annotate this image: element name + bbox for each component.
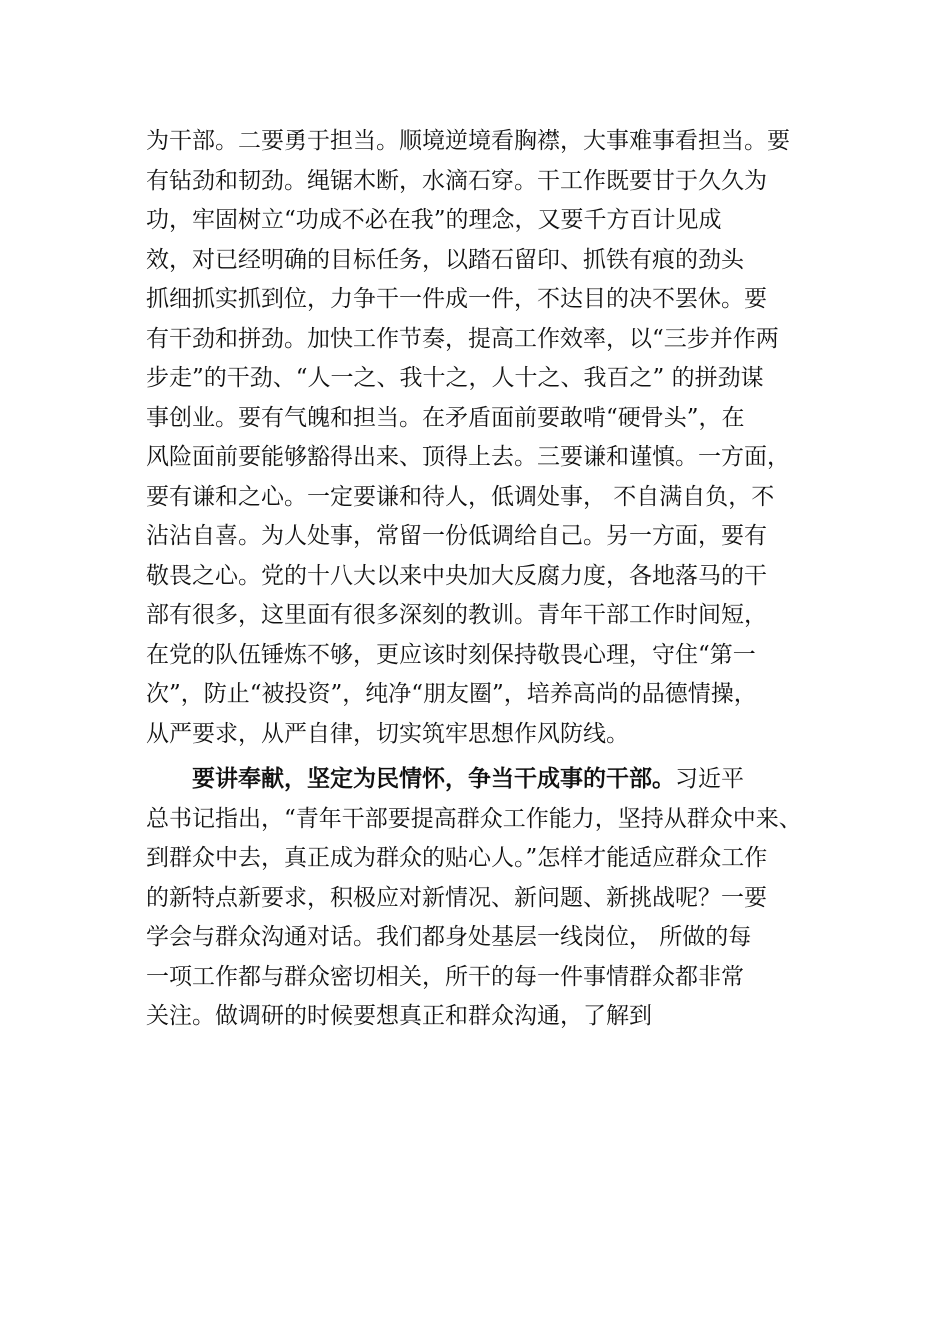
body-text [146, 122, 846, 1037]
text-line: 为干部。二要勇于担当。顺境逆境看胸襟，大事难事看担当。要 [146, 128, 790, 154]
text-line [146, 760, 846, 800]
text-line: 一项工作都与群众密切相关，所干的每一件事情群众都非常 [146, 963, 744, 990]
paragraph-1 [146, 122, 846, 754]
text-line: 学会与群众沟通对话。我们都身处基层一线岗位， 所做的每 [146, 924, 752, 950]
text-line: 效，对已经明确的目标任务，以踏石留印、抓铁有痕的劲头 [146, 246, 744, 273]
text-line: 事创业。要有气魄和担当。在矛盾面前要敢啃“硬骨头”，在 [146, 404, 745, 431]
text-line: 步走”的干劲、“人一之、我十之，人十之、我百之” 的拼劲谋 [146, 365, 764, 391]
text-line: 风险面前要能够豁得出来、顶得上去。三要谦和谨慎。一方面， [146, 444, 790, 470]
text-line: 关注。做调研的时候要想真正和群众沟通，了解到 [146, 1003, 652, 1029]
text-line: 在党的队伍锤炼不够，更应该时刻保持敬畏心理，守住“第一 [146, 641, 756, 668]
text-line: 次”，防止“被投资”，纯净“朋友圈”，培养高尚的品德情操， [146, 681, 757, 707]
text-line: 功，牢固树立“功成不必在我”的理念，又要千方百计见成 [146, 207, 722, 233]
section-heading: 要讲奉献，坚定为民情怀，争当干成事的干部。 [192, 766, 675, 792]
heading-continuation: 习近平 [675, 766, 744, 792]
text-line: 部有很多，这里面有很多深刻的教训。青年干部工作时间短， [146, 602, 767, 628]
text-line: 要有谦和之心。一定要谦和待人，低调处事， 不自满自负，不 [146, 483, 775, 510]
text-line: 有干劲和拼劲。加快工作节奏，提高工作效率，以“三步并作两 [146, 325, 779, 352]
text-line: 从严要求，从严自律，切实筑牢思想作风防线。 [146, 720, 629, 747]
text-line: 抓细抓实抓到位，力争干一件成一件，不达目的决不罢休。要 [146, 286, 767, 312]
text-line: 有钻劲和韧劲。绳锯木断，水滴石穿。干工作既要甘于久久为 [146, 167, 767, 194]
text-line: 沾沾自喜。为人处事，常留一份低调给自己。另一方面，要有 [146, 523, 767, 549]
paragraph-2 [146, 760, 846, 1037]
text-line: 到群众中去，真正成为群众的贴心人。”怎样才能适应群众工作 [146, 845, 768, 871]
text-line: 总书记指出，“青年干部要提高群众工作能力，坚持从群众中来、 [146, 805, 802, 832]
text-line: 敬畏之心。党的十八大以来中央加大反腐力度，各地落马的干 [146, 562, 767, 589]
text-line: 的新特点新要求，积极应对新情况、新问题、新挑战呢？一要 [146, 884, 767, 911]
